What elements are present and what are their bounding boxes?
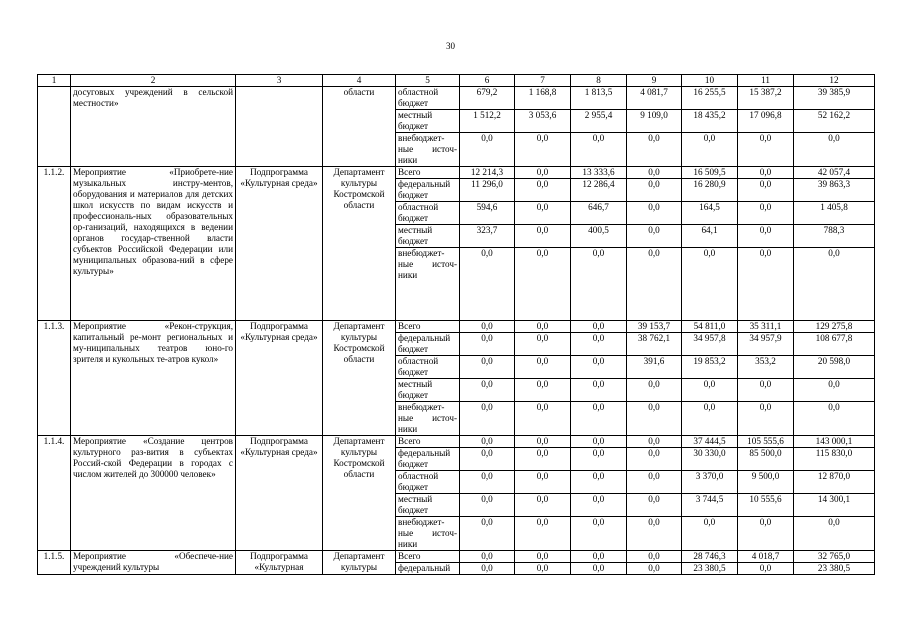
value-cell: 323,7 — [460, 225, 515, 248]
funding-source-cell: Всего — [396, 167, 460, 179]
funding-source-cell: внебюджет-ные источ-ники — [396, 517, 460, 551]
table-row — [38, 551, 875, 563]
value-cell: 594,6 — [460, 202, 515, 225]
value-cell: 30 330,0 — [682, 448, 738, 471]
funding-source-cell: Всего — [396, 436, 460, 448]
value-cell: 0,0 — [515, 356, 571, 379]
table-row — [38, 87, 875, 110]
executor-cell: области — [323, 87, 396, 167]
value-cell: 0,0 — [515, 379, 571, 402]
value-cell: 0,0 — [460, 471, 515, 494]
value-cell: 12 286,4 — [571, 179, 627, 202]
value-cell: 0,0 — [571, 517, 627, 551]
value-cell: 0,0 — [627, 379, 682, 402]
value-cell: 0,0 — [515, 517, 571, 551]
measure-number-cell — [38, 87, 71, 167]
value-cell: 0,0 — [515, 225, 571, 248]
value-cell: 0,0 — [571, 248, 627, 321]
value-cell: 0,0 — [627, 133, 682, 167]
value-cell: 0,0 — [682, 379, 738, 402]
value-cell: 0,0 — [682, 517, 738, 551]
header-cell: 12 — [794, 75, 875, 87]
value-cell: 0,0 — [571, 333, 627, 356]
value-cell: 4 018,7 — [738, 551, 794, 563]
value-cell: 34 957,9 — [738, 333, 794, 356]
value-cell: 0,0 — [794, 402, 875, 436]
value-cell: 0,0 — [794, 517, 875, 551]
value-cell: 0,0 — [460, 551, 515, 563]
program-cell — [236, 87, 323, 167]
program-cell: Подпрограмма «Культурная — [236, 551, 323, 575]
executor-cell: Департамент культуры Костромской области — [323, 167, 396, 321]
value-cell: 0,0 — [460, 448, 515, 471]
value-cell: 0,0 — [515, 471, 571, 494]
value-cell: 0,0 — [627, 494, 682, 517]
value-cell: 1 813,5 — [571, 87, 627, 110]
header-row — [38, 75, 875, 87]
funding-source-cell: федеральный бюджет — [396, 179, 460, 202]
measure-name-cell: Мероприятие «Рекон-струкция, капитальный ре-монт региональных и му-ниципальных театров юно-го зрителя и кукольных те-атров кукол» — [71, 321, 236, 436]
value-cell: 3 370,0 — [682, 471, 738, 494]
funding-source-cell: областной бюджет — [396, 356, 460, 379]
header-cell: 11 — [738, 75, 794, 87]
value-cell: 0,0 — [460, 517, 515, 551]
value-cell: 0,0 — [515, 448, 571, 471]
header-cell: 8 — [571, 75, 627, 87]
measure-name-cell: Мероприятие «Создание центров культурного раз-вития в субъектах Россий-ской Федерации в городах с числом жителей до 300000 человек» — [71, 436, 236, 551]
value-cell: 0,0 — [794, 379, 875, 402]
executor-cell: Департамент культуры Костромской области — [323, 321, 396, 436]
value-cell: 0,0 — [571, 356, 627, 379]
value-cell: 0,0 — [682, 133, 738, 167]
value-cell: 16 255,5 — [682, 87, 738, 110]
header-cell: 9 — [627, 75, 682, 87]
value-cell: 9 500,0 — [738, 471, 794, 494]
value-cell: 105 555,6 — [738, 436, 794, 448]
executor-cell: Департамент культуры — [323, 551, 396, 575]
value-cell: 0,0 — [627, 402, 682, 436]
value-cell: 38 762,1 — [627, 333, 682, 356]
value-cell: 0,0 — [738, 167, 794, 179]
measure-number-cell: 1.1.3. — [38, 321, 71, 436]
header-cell: 4 — [323, 75, 396, 87]
value-cell: 0,0 — [794, 133, 875, 167]
value-cell: 0,0 — [738, 133, 794, 167]
value-cell: 0,0 — [738, 402, 794, 436]
value-cell: 39 863,3 — [794, 179, 875, 202]
value-cell: 0,0 — [460, 248, 515, 321]
measure-number-cell: 1.1.4. — [38, 436, 71, 551]
value-cell: 129 275,8 — [794, 321, 875, 333]
page-number: 30 — [446, 41, 455, 51]
value-cell: 0,0 — [571, 551, 627, 563]
value-cell: 1 168,8 — [515, 87, 571, 110]
value-cell: 52 162,2 — [794, 110, 875, 133]
value-cell: 15 387,2 — [738, 87, 794, 110]
value-cell: 0,0 — [627, 448, 682, 471]
header-cell: 1 — [38, 75, 71, 87]
funding-source-cell: внебюджет-ные источ-ники — [396, 248, 460, 321]
value-cell: 0,0 — [627, 471, 682, 494]
funding-source-cell: внебюджет-ные источ-ники — [396, 133, 460, 167]
value-cell: 11 296,0 — [460, 179, 515, 202]
value-cell: 34 957,8 — [682, 333, 738, 356]
measure-number-cell: 1.1.2. — [38, 167, 71, 321]
value-cell: 0,0 — [460, 494, 515, 517]
value-cell: 164,5 — [682, 202, 738, 225]
value-cell: 0,0 — [738, 225, 794, 248]
value-cell: 0,0 — [571, 471, 627, 494]
value-cell: 4 081,7 — [627, 87, 682, 110]
value-cell: 0,0 — [627, 563, 682, 575]
value-cell: 39 385,9 — [794, 87, 875, 110]
value-cell: 0,0 — [571, 436, 627, 448]
value-cell: 9 109,0 — [627, 110, 682, 133]
value-cell: 0,0 — [571, 379, 627, 402]
value-cell: 0,0 — [515, 248, 571, 321]
value-cell: 39 153,7 — [627, 321, 682, 333]
funding-source-cell: областной бюджет — [396, 471, 460, 494]
value-cell: 0,0 — [515, 133, 571, 167]
value-cell: 0,0 — [515, 333, 571, 356]
value-cell: 679,2 — [460, 87, 515, 110]
value-cell: 28 746,3 — [682, 551, 738, 563]
value-cell: 0,0 — [794, 248, 875, 321]
value-cell: 0,0 — [515, 202, 571, 225]
value-cell: 0,0 — [627, 179, 682, 202]
executor-cell: Департамент культуры Костромской области — [323, 436, 396, 551]
value-cell: 19 853,2 — [682, 356, 738, 379]
value-cell: 0,0 — [738, 202, 794, 225]
value-cell: 18 435,2 — [682, 110, 738, 133]
value-cell: 0,0 — [460, 379, 515, 402]
value-cell: 85 500,0 — [738, 448, 794, 471]
funding-source-cell: областной бюджет — [396, 87, 460, 110]
value-cell: 14 300,1 — [794, 494, 875, 517]
value-cell: 0,0 — [738, 517, 794, 551]
value-cell: 0,0 — [515, 402, 571, 436]
measure-name-cell: досуговых учреждений в сельской местности» — [71, 87, 236, 167]
value-cell: 0,0 — [515, 321, 571, 333]
measure-name-cell: Мероприятие «Обеспече-ние учреждений культуры — [71, 551, 236, 575]
value-cell: 0,0 — [738, 179, 794, 202]
program-cell: Подпрограмма «Культурная среда» — [236, 321, 323, 436]
value-cell: 0,0 — [571, 448, 627, 471]
value-cell: 42 057,4 — [794, 167, 875, 179]
table-row — [38, 321, 875, 333]
value-cell: 13 333,6 — [571, 167, 627, 179]
value-cell: 0,0 — [571, 494, 627, 517]
value-cell: 0,0 — [460, 321, 515, 333]
value-cell: 10 555,6 — [738, 494, 794, 517]
value-cell: 788,3 — [794, 225, 875, 248]
header-cell: 3 — [236, 75, 323, 87]
funding-source-cell: федеральный бюджет — [396, 448, 460, 471]
value-cell: 0,0 — [515, 167, 571, 179]
value-cell: 35 311,1 — [738, 321, 794, 333]
value-cell: 16 280,9 — [682, 179, 738, 202]
value-cell: 0,0 — [571, 563, 627, 575]
value-cell: 0,0 — [515, 436, 571, 448]
value-cell: 0,0 — [460, 563, 515, 575]
value-cell: 0,0 — [460, 356, 515, 379]
value-cell: 64,1 — [682, 225, 738, 248]
header-cell: 2 — [71, 75, 236, 87]
value-cell: 0,0 — [682, 402, 738, 436]
value-cell: 115 830,0 — [794, 448, 875, 471]
value-cell: 391,6 — [627, 356, 682, 379]
value-cell: 32 765,0 — [794, 551, 875, 563]
value-cell: 37 444,5 — [682, 436, 738, 448]
funding-source-cell: федеральный бюджет — [396, 333, 460, 356]
value-cell: 0,0 — [515, 494, 571, 517]
funding-source-cell: федеральный — [396, 563, 460, 575]
value-cell: 3 744,5 — [682, 494, 738, 517]
funding-source-cell: Всего — [396, 321, 460, 333]
header-cell: 6 — [460, 75, 515, 87]
value-cell: 0,0 — [460, 402, 515, 436]
funding-source-cell: местный бюджет — [396, 225, 460, 248]
funding-source-cell: местный бюджет — [396, 110, 460, 133]
value-cell: 20 598,0 — [794, 356, 875, 379]
value-cell: 2 955,4 — [571, 110, 627, 133]
value-cell: 0,0 — [515, 563, 571, 575]
value-cell: 3 053,6 — [515, 110, 571, 133]
funding-source-cell: местный бюджет — [396, 494, 460, 517]
value-cell: 0,0 — [738, 563, 794, 575]
measure-name-cell: Мероприятие «Приобрете-ние музыкальных инстру-ментов, оборудования и материалов для детских школ искусств по видам искусств и профессиональ-ных образовательных ор-ганизаций, находящихся в ведении органов государ-ственной власти субъектов Российской Федерации или муниципальных образова-ний в сфере культуры» — [71, 167, 236, 321]
value-cell: 0,0 — [460, 133, 515, 167]
value-cell: 400,5 — [571, 225, 627, 248]
value-cell: 12 870,0 — [794, 471, 875, 494]
value-cell: 0,0 — [571, 402, 627, 436]
value-cell: 108 677,8 — [794, 333, 875, 356]
value-cell: 12 214,3 — [460, 167, 515, 179]
value-cell: 0,0 — [627, 167, 682, 179]
value-cell: 0,0 — [627, 225, 682, 248]
measure-number-cell: 1.1.5. — [38, 551, 71, 575]
program-cell: Подпрограмма «Культурная среда» — [236, 436, 323, 551]
value-cell: 1 512,2 — [460, 110, 515, 133]
value-cell: 0,0 — [460, 333, 515, 356]
funding-source-cell: внебюджет-ные источ-ники — [396, 402, 460, 436]
value-cell: 0,0 — [627, 517, 682, 551]
funding-source-cell: местный бюджет — [396, 379, 460, 402]
table-row — [38, 167, 875, 179]
value-cell: 0,0 — [571, 321, 627, 333]
value-cell: 0,0 — [571, 133, 627, 167]
value-cell: 353,2 — [738, 356, 794, 379]
budget-table — [37, 74, 875, 575]
value-cell: 0,0 — [627, 436, 682, 448]
value-cell: 0,0 — [460, 436, 515, 448]
funding-source-cell: Всего — [396, 551, 460, 563]
funding-source-cell: областной бюджет — [396, 202, 460, 225]
value-cell: 23 380,5 — [682, 563, 738, 575]
value-cell: 0,0 — [515, 551, 571, 563]
value-cell: 23 380,5 — [794, 563, 875, 575]
header-cell: 10 — [682, 75, 738, 87]
value-cell: 16 509,5 — [682, 167, 738, 179]
table-row — [38, 436, 875, 448]
value-cell: 0,0 — [627, 248, 682, 321]
program-cell: Подпрограмма «Культурная среда» — [236, 167, 323, 321]
value-cell: 0,0 — [738, 248, 794, 321]
value-cell: 646,7 — [571, 202, 627, 225]
header-cell: 5 — [396, 75, 460, 87]
value-cell: 0,0 — [682, 248, 738, 321]
value-cell: 143 000,1 — [794, 436, 875, 448]
value-cell: 0,0 — [515, 179, 571, 202]
value-cell: 0,0 — [738, 379, 794, 402]
header-cell: 7 — [515, 75, 571, 87]
value-cell: 0,0 — [627, 202, 682, 225]
value-cell: 1 405,8 — [794, 202, 875, 225]
value-cell: 54 811,0 — [682, 321, 738, 333]
value-cell: 0,0 — [627, 551, 682, 563]
value-cell: 17 096,8 — [738, 110, 794, 133]
